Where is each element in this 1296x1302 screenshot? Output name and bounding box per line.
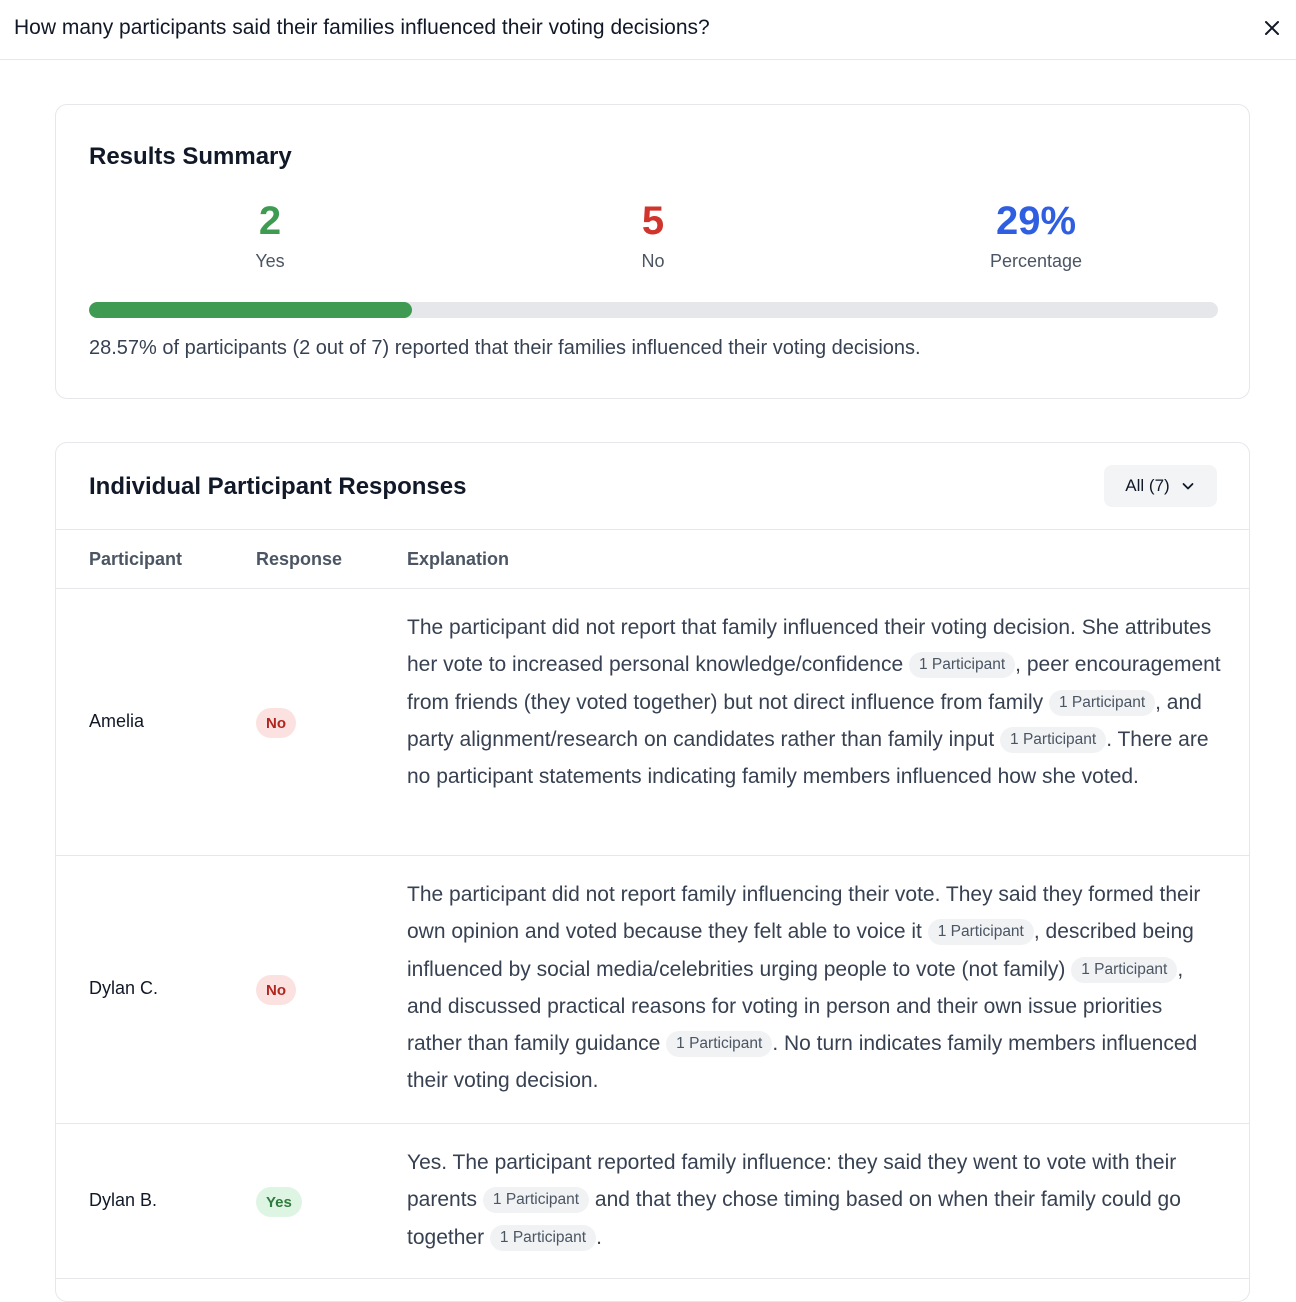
column-header-explanation: Explanation (407, 549, 510, 569)
column-header-response: Response (256, 549, 343, 569)
response-filter-dropdown[interactable] (1104, 465, 1217, 507)
filter-label: All (7) (1125, 476, 1170, 495)
response-badge-no: No (256, 975, 296, 1005)
explanation-segment: , and discussed practical reasons for voting in person and their own issue priorities rather than family guidance (407, 957, 1184, 1056)
explanation-segment: Yes. The participant reported family influence: they said they went to vote with their parents (407, 1151, 1177, 1212)
explanation-segment: , described being influenced by social media/celebrities urging people to vote (not family) (407, 920, 1194, 981)
response-badge-yes: Yes (256, 1187, 302, 1217)
participant-citation-chip[interactable]: 1 Participant (1049, 690, 1155, 716)
participant-citation-chip[interactable]: 1 Participant (490, 1225, 596, 1251)
participant-name: Amelia (89, 711, 145, 731)
explanation-segment: and that they chose timing based on when their family could go together (407, 1188, 1181, 1249)
yes-stat (150, 199, 390, 272)
participant-name: Dylan B. (89, 1190, 158, 1210)
participant-citation-chip[interactable]: 1 Participant (928, 919, 1034, 945)
table-row (56, 589, 1249, 856)
explanation-segment: , peer encouragement from friends (they voted together) but not direct influence from family (407, 653, 1221, 714)
results-summary-title: Results Summary (89, 143, 292, 170)
table-row (56, 856, 1249, 1124)
no-label: No (641, 251, 665, 271)
progress-bar-fill (89, 302, 412, 318)
response-badge-no: No (256, 708, 296, 738)
yes-count: 2 (258, 199, 282, 243)
chevron-down-icon (1180, 478, 1196, 494)
explanation-text (407, 609, 1222, 795)
explanation-segment: The participant did not report family influencing their vote. They said they formed their own opinion and voted because they felt able to voice it (407, 883, 1201, 944)
dialog-header (0, 0, 1296, 60)
close-icon[interactable] (1260, 16, 1284, 40)
explanation-text (407, 1144, 1222, 1256)
yes-label: Yes (255, 251, 285, 271)
table-row (56, 1124, 1249, 1279)
participant-citation-chip[interactable]: 1 Participant (1000, 727, 1106, 753)
percentage-label: Percentage (989, 251, 1083, 271)
explanation-segment: , and party alignment/research on candidates rather than family input (407, 690, 1202, 751)
progress-bar (89, 302, 1218, 318)
table-header (56, 529, 1249, 589)
participant-name: Dylan C. (89, 978, 159, 998)
explanation-segment: . No turn indicates family members influenced their voting decision. (407, 1032, 1198, 1093)
results-description: 28.57% of participants (2 out of 7) reported that their families influenced their voting decisions. (89, 337, 921, 359)
column-header-participant: Participant (89, 549, 183, 569)
participant-citation-chip[interactable]: 1 Participant (666, 1031, 772, 1057)
percentage-stat (916, 199, 1156, 272)
percentage-value: 29% (995, 199, 1077, 243)
explanation-segment: . (596, 1225, 602, 1249)
responses-title: Individual Participant Responses (89, 473, 467, 500)
explanation-segment: The participant did not report that family influenced their voting decision. She attributes her vote to increased personal knowledge/confidence (407, 616, 1212, 677)
question-title: How many participants said their families influenced their voting decisions? (14, 16, 710, 39)
no-count: 5 (641, 199, 665, 243)
explanation-segment: . There are no participant statements indicating family members influenced how she voted. (407, 727, 1209, 789)
participant-citation-chip[interactable]: 1 Participant (909, 652, 1015, 678)
results-summary-card (55, 104, 1250, 399)
participant-citation-chip[interactable]: 1 Participant (483, 1187, 589, 1213)
responses-card (55, 442, 1250, 1302)
participant-citation-chip[interactable]: 1 Participant (1071, 957, 1177, 983)
no-stat (533, 199, 773, 272)
explanation-text (407, 876, 1222, 1100)
